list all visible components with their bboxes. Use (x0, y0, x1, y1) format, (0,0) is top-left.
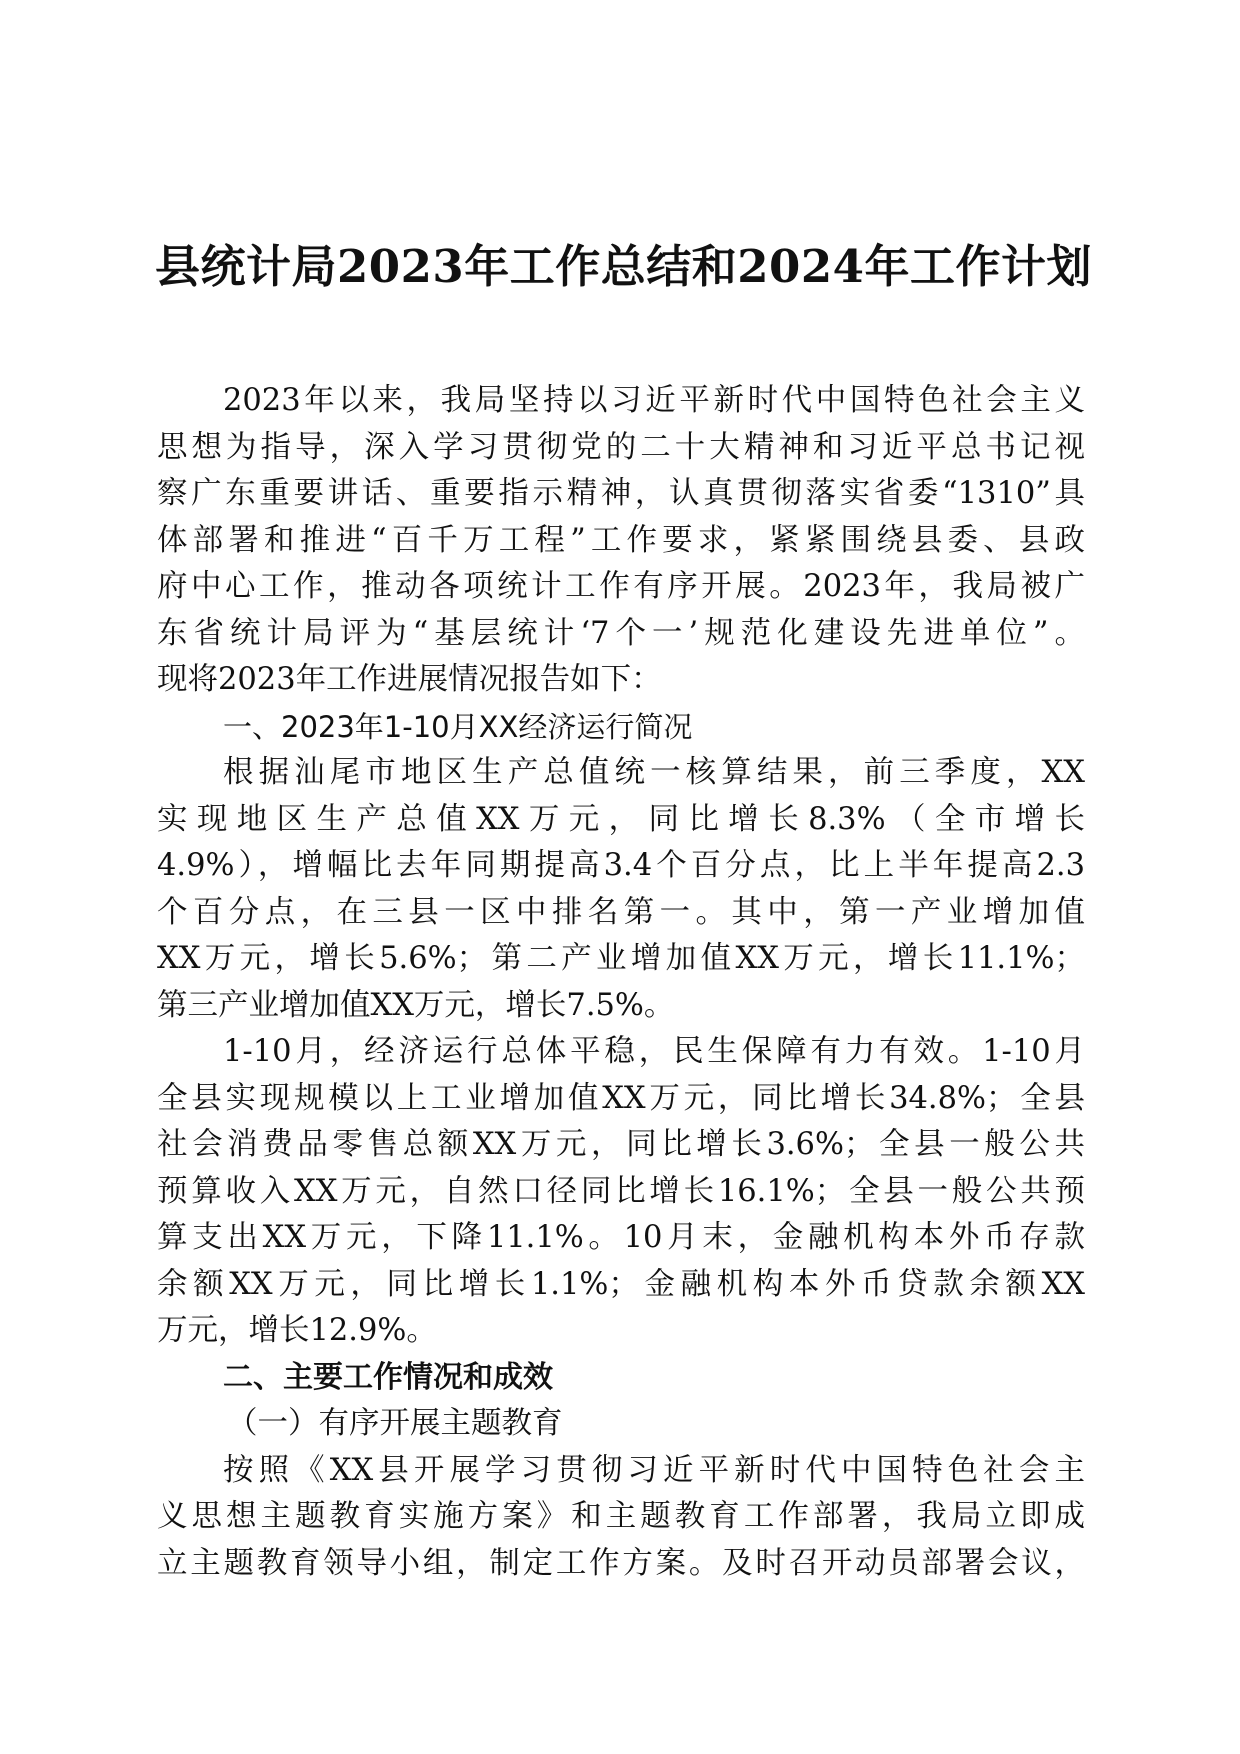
paragraph-line: 算支出XX万元，下降11.1%。10月末，金融机构本外币存款 (157, 1220, 1085, 1255)
paragraph-line: 余额XX万元，同比增长1.1%；金融机构本外币贷款余额XX (157, 1266, 1085, 1302)
paragraph-line: 实现地区生产总值XX万元，同比增长8.3%（全市增长 (157, 801, 1085, 837)
paragraph-line: 现将2023年工作进展情况报告如下： (157, 662, 662, 697)
paragraph-line: 义思想主题教育实施方案》和主题教育工作部署，我局立即成 (157, 1499, 1085, 1534)
paragraph-line: 体部署和推进“百千万工程”工作要求，紧紧围绕县委、县政 (157, 522, 1085, 558)
paragraph-line: 根据汕尾市地区生产总值统一核算结果，前三季度，XX (223, 755, 1085, 790)
paragraph-line: 按照《XX县开展学习贯彻习近平新时代中国特色社会主 (223, 1452, 1085, 1488)
section-heading: 二、主要工作情况和成效 (223, 1359, 553, 1395)
paragraph-line: 预算收入XX万元，自然口径同比增长16.1%；全县一般公共预 (157, 1173, 1085, 1209)
paragraph-line: 万元，增长12.9%。 (157, 1313, 437, 1348)
paragraph-line: 2023年以来，我局坚持以习近平新时代中国特色社会主义 (223, 383, 1085, 418)
document-title: 县统计局2023年工作总结和2024年工作计划 (155, 240, 1092, 293)
paragraph-line: 社会消费品零售总额XX万元，同比增长3.6%；全县一般公共 (157, 1127, 1085, 1162)
paragraph-line: 1-10月，经济运行总体平稳，民生保障有力有效。1-10月 (223, 1034, 1085, 1069)
paragraph-line: 4.9%），增幅比去年同期提高3.4个百分点，比上半年提高2.3 (157, 848, 1085, 883)
paragraph-line: XX万元，增长5.6%；第二产业增加值XX万元，增长11.1%； (157, 941, 1085, 976)
paragraph-line: 东省统计局评为“基层统计‘7个一’规范化建设先进单位”。 (157, 615, 1085, 651)
document-body (157, 378, 1085, 1587)
paragraph-line: 府中心工作，推动各项统计工作有序开展。2023年，我局被广 (157, 569, 1085, 604)
subsection-heading: （一）有序开展主题教育 (227, 1406, 563, 1441)
paragraph-line: 第三产业增加值XX万元，增长7.5%。 (157, 987, 675, 1023)
paragraph-line: 察广东重要讲话、重要指示精神，认真贯彻落实省委“1310”具 (157, 476, 1085, 511)
paragraph-line: 立主题教育领导小组，制定工作方案。及时召开动员部署会议， (157, 1545, 1085, 1581)
paragraph-line: 个百分点，在三县一区中排名第一。其中，第一产业增加值 (157, 894, 1085, 930)
section-heading: 一、2023年1-10月XX经济运行简况 (223, 709, 693, 744)
paragraph-line: 全县实现规模以上工业增加值XX万元，同比增长34.8%；全县 (157, 1080, 1085, 1116)
paragraph-line: 思想为指导，深入学习贯彻党的二十大精神和习近平总书记视 (157, 429, 1085, 465)
